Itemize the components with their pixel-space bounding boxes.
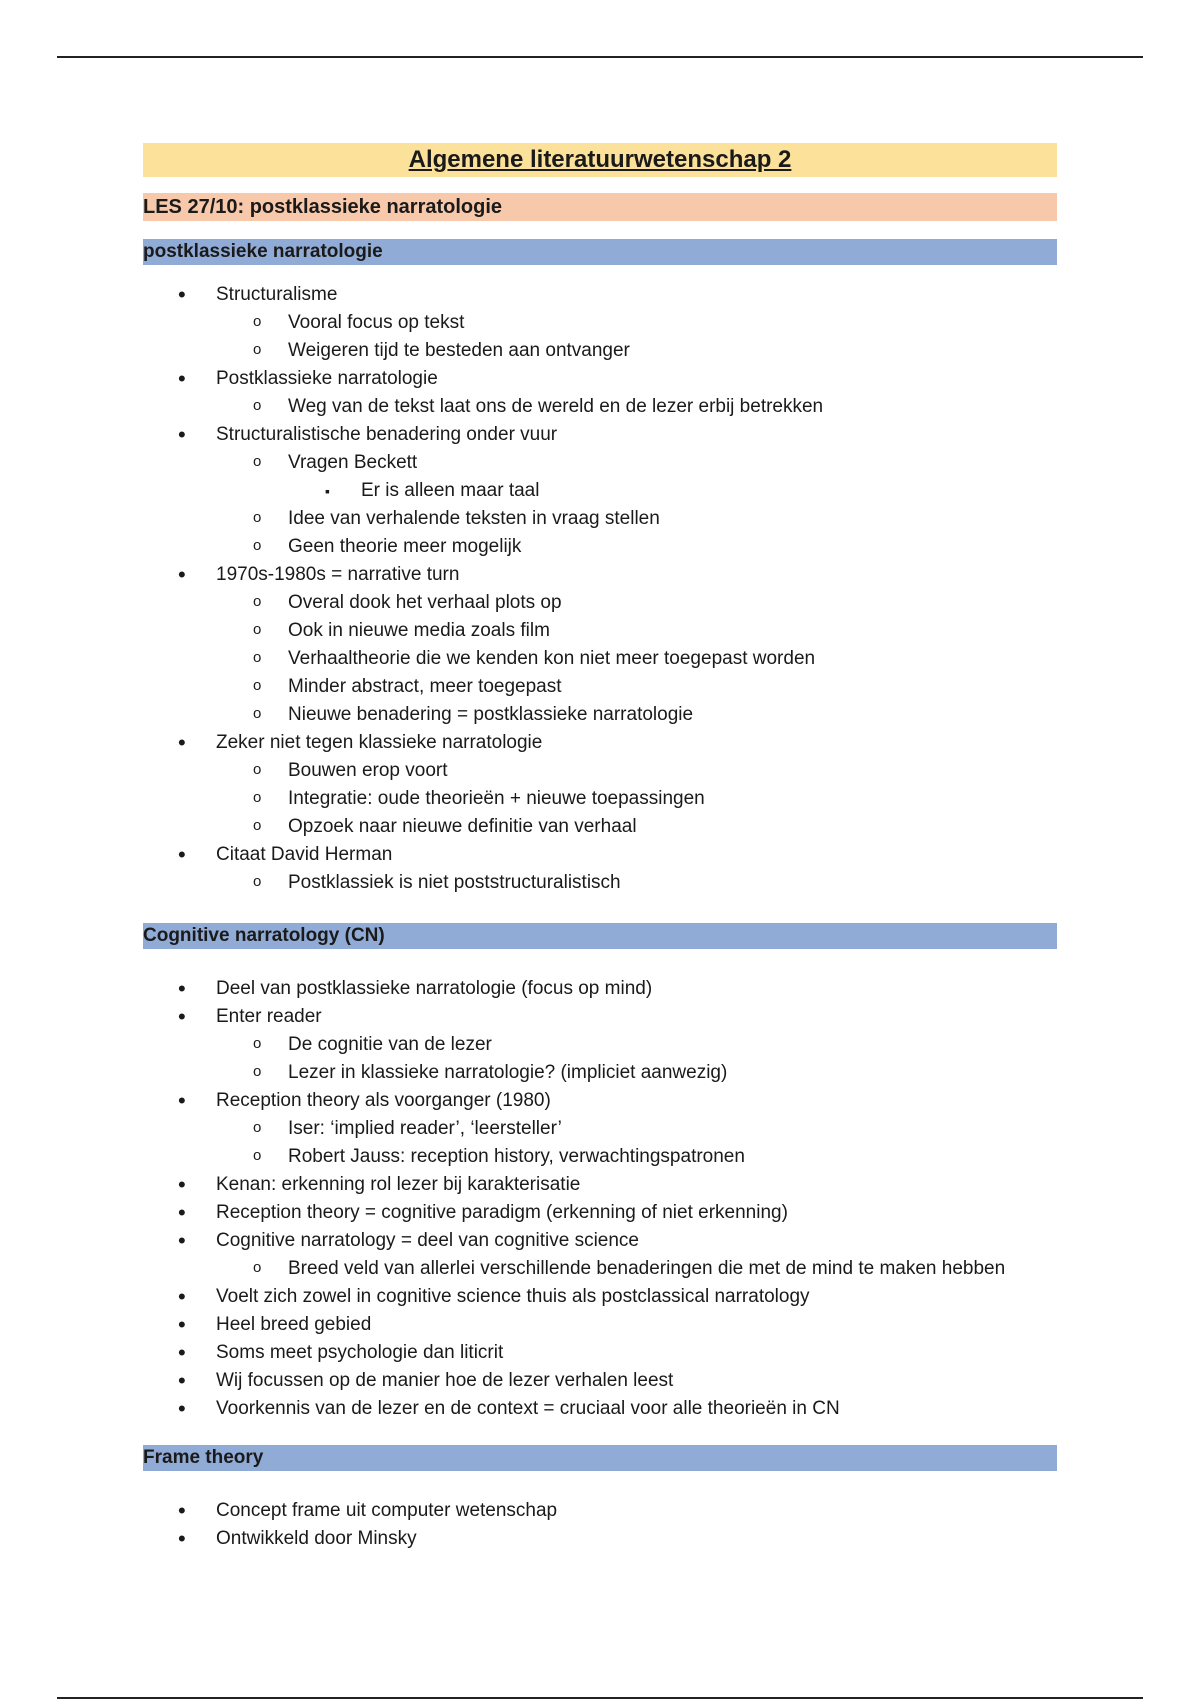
section-heading-cognitive-narratology: Cognitive narratology (CN) xyxy=(143,923,1057,949)
list-item: • 1970s-1980s = narrative turn xyxy=(143,561,1057,589)
list-item: • Ontwikkeld door Minsky xyxy=(143,1525,1057,1553)
section-list-cognitive-narratology xyxy=(143,975,1057,1423)
list-item: o Integratie: oude theorieën + nieuwe toepassingen xyxy=(143,785,1057,813)
list-item: o Nieuwe benadering = postklassieke narratologie xyxy=(143,701,1057,729)
list-item: • Wij focussen op de manier hoe de lezer verhalen leest xyxy=(143,1367,1057,1395)
list-item: o Iser: ‘implied reader’, ‘leersteller’ xyxy=(143,1115,1057,1143)
section-heading-postklassieke-narratologie: postklassieke narratologie xyxy=(143,239,1057,265)
section-heading-frame-theory: Frame theory xyxy=(143,1445,1057,1471)
list-item: ▪ Er is alleen maar taal xyxy=(143,477,1057,505)
list-item: o Geen theorie meer mogelijk xyxy=(143,533,1057,561)
list-item: o Lezer in klassieke narratologie? (impliciet aanwezig) xyxy=(143,1059,1057,1087)
page-top-rule xyxy=(57,56,1143,58)
list-item: • Voelt zich zowel in cognitive science thuis als postclassical narratology xyxy=(143,1283,1057,1311)
list-item: • Structuralistische benadering onder vuur xyxy=(143,421,1057,449)
list-item: • Cognitive narratology = deel van cognitive science xyxy=(143,1227,1057,1255)
list-item: o De cognitie van de lezer xyxy=(143,1031,1057,1059)
list-item: o Overal dook het verhaal plots op xyxy=(143,589,1057,617)
document-page xyxy=(143,143,1057,1553)
lesson-heading: LES 27/10: postklassieke narratologie xyxy=(143,193,1057,221)
list-item: • Enter reader xyxy=(143,1003,1057,1031)
list-item: • Zeker niet tegen klassieke narratologie xyxy=(143,729,1057,757)
list-item: • Voorkennis van de lezer en de context = cruciaal voor alle theorieën in CN xyxy=(143,1395,1057,1423)
list-item: o Weg van de tekst laat ons de wereld en de lezer erbij betrekken xyxy=(143,393,1057,421)
list-item: • Reception theory als voorganger (1980) xyxy=(143,1087,1057,1115)
list-item: o Postklassiek is niet poststructuralistisch xyxy=(143,869,1057,897)
list-item: o Robert Jauss: reception history, verwachtingspatronen xyxy=(143,1143,1057,1171)
list-item: • Postklassieke narratologie xyxy=(143,365,1057,393)
section-list-postklassieke-narratologie xyxy=(143,281,1057,897)
document-title-band xyxy=(143,143,1057,177)
list-item: o Bouwen erop voort xyxy=(143,757,1057,785)
list-item: • Deel van postklassieke narratologie (focus op mind) xyxy=(143,975,1057,1003)
list-item: o Vragen Beckett xyxy=(143,449,1057,477)
list-item: o Verhaaltheorie die we kenden kon niet meer toegepast worden xyxy=(143,645,1057,673)
list-item: o Breed veld van allerlei verschillende benaderingen die met de mind te maken hebben xyxy=(143,1255,1057,1283)
list-item: • Kenan: erkenning rol lezer bij karakterisatie xyxy=(143,1171,1057,1199)
list-item: o Opzoek naar nieuwe definitie van verhaal xyxy=(143,813,1057,841)
list-item: • Heel breed gebied xyxy=(143,1311,1057,1339)
list-item: • Structuralisme xyxy=(143,281,1057,309)
list-item: • Reception theory = cognitive paradigm (erkenning of niet erkenning) xyxy=(143,1199,1057,1227)
document-title: Algemene literatuurwetenschap 2 xyxy=(408,146,792,173)
list-item: o Idee van verhalende teksten in vraag stellen xyxy=(143,505,1057,533)
section-list-frame-theory xyxy=(143,1497,1057,1553)
list-item: o Vooral focus op tekst xyxy=(143,309,1057,337)
list-item: o Minder abstract, meer toegepast xyxy=(143,673,1057,701)
page-bottom-rule xyxy=(57,1697,1143,1699)
list-item: o Ook in nieuwe media zoals film xyxy=(143,617,1057,645)
list-item: • Soms meet psychologie dan liticrit xyxy=(143,1339,1057,1367)
list-item: • Citaat David Herman xyxy=(143,841,1057,869)
list-item: o Weigeren tijd te besteden aan ontvanger xyxy=(143,337,1057,365)
list-item: • Concept frame uit computer wetenschap xyxy=(143,1497,1057,1525)
